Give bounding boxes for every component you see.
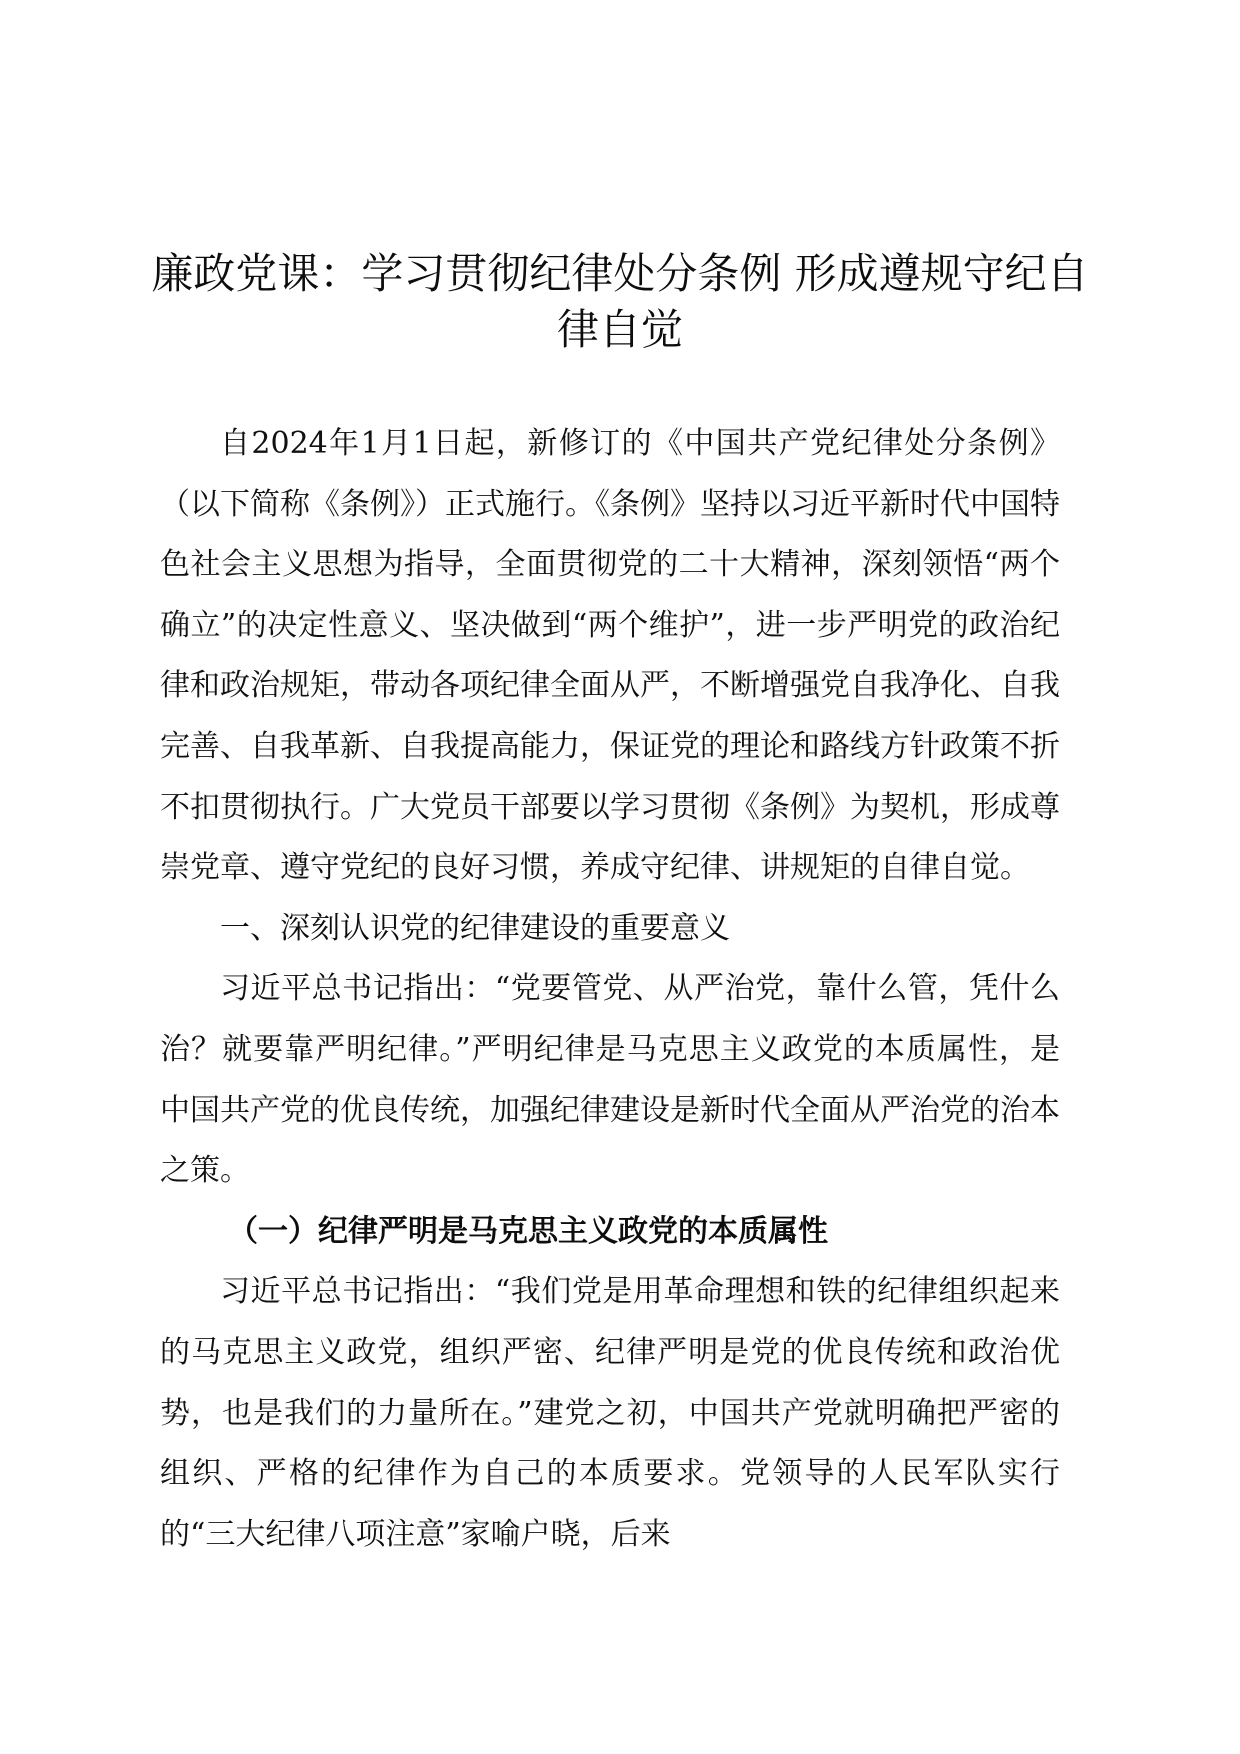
intro-paragraph: 自2024年1月1日起，新修订的《中国共产党纪律处分条例》（以下简称《条例》）正式施行。《条例》坚持以习近平新时代中国特色社会主义思想为指导，全面贯彻党的二十大精神，深刻领悟“两个确立”的决定性意义、坚决做到“两个维护”，进一步严明党的政治纪律和政治规矩，带动各项纪律全面从严，不断增强党自我净化、自我完善、自我革新、自我提高能力，保证党的理论和路线方针政策不折不扣贯彻执行。广大党员干部要以学习贯彻《条例》为契机，形成尊崇党章、遵守党纪的良好习惯，养成守纪律、讲规矩的自律自觉。 [160, 426, 1060, 886]
section-heading: 一、深刻认识党的纪律建设的重要意义 [220, 910, 730, 946]
document-title: 廉政党课：学习贯彻纪律处分条例 形成遵规守纪自律自觉 [151, 249, 1089, 354]
document-body [160, 414, 1060, 1565]
subsection-paragraph: 习近平总书记指出：“我们党是用革命理想和铁的纪律组织起来的马克思主义政党，组织严密、纪律严明是党的优良传统和政治优势，也是我们的力量所在。”建党之初，中国共产党就明确把严密的组织、严格的纪律作为自己的本质要求。党领导的人民军队实行的“三大纪律八项注意”家喻户晓，后来 [160, 1274, 1060, 1552]
section-paragraph: 习近平总书记指出：“党要管党、从严治党，靠什么管，凭什么治？就要靠严明纪律。”严明纪律是马克思主义政党的本质属性，是中国共产党的优良传统，加强纪律建设是新时代全面从严治党的治本之策。 [160, 971, 1060, 1189]
subsection-heading: （一）纪律严明是马克思主义政党的本质属性 [228, 1213, 828, 1249]
